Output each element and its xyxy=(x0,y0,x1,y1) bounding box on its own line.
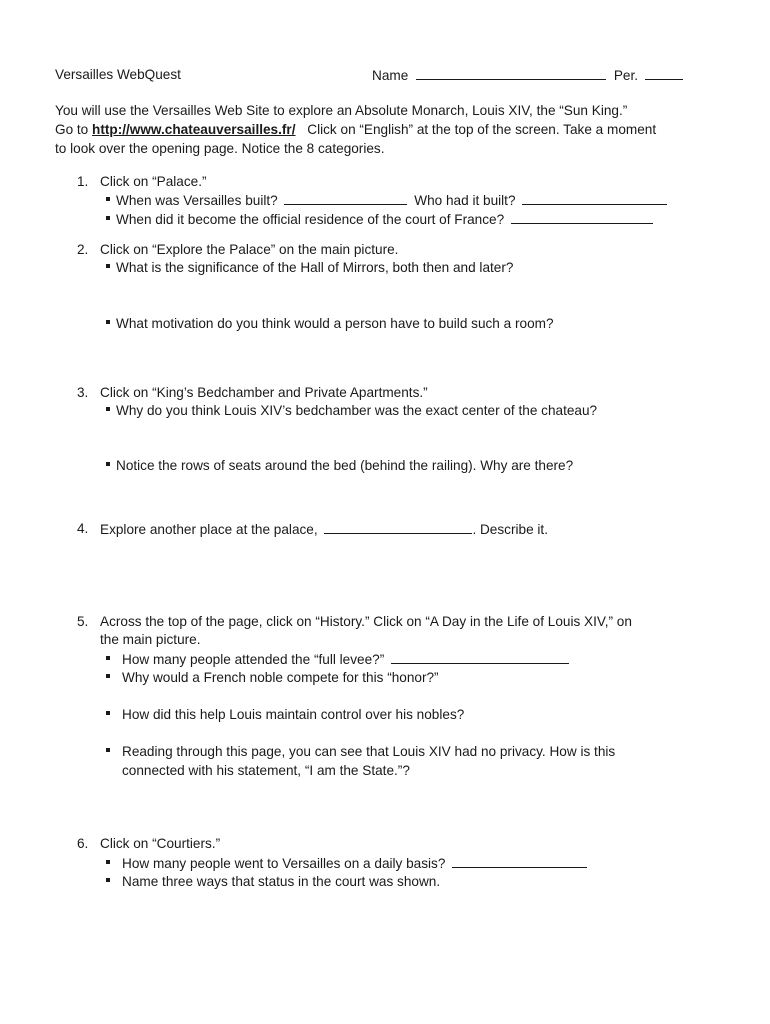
click-english-text: Click on “English” at the top of the screen. Take a moment xyxy=(307,122,657,137)
bullet-icon xyxy=(106,878,110,882)
q3-bullet-1 xyxy=(106,403,597,418)
q6-number: 6. xyxy=(77,836,89,851)
q5-bullet-4-cont: connected with his statement, “I am the State.”? xyxy=(122,763,410,778)
bullet-icon xyxy=(106,674,110,678)
q4-number: 4. xyxy=(77,521,89,536)
q4-prefix: Explore another place at the palace, xyxy=(100,522,318,537)
bullet-icon xyxy=(106,462,110,466)
daily-count-blank xyxy=(452,855,587,868)
q1-b1b: Who had it built? xyxy=(414,193,516,208)
q1-bullet-1 xyxy=(106,192,667,208)
q6-bullet-2 xyxy=(106,874,440,889)
q5-number: 5. xyxy=(77,614,89,629)
q2-bullet-2 xyxy=(106,316,554,331)
q3-b1-text: Why do you think Louis XIV’s bedchamber was the exact center of the chateau? xyxy=(116,403,598,418)
name-label: Name xyxy=(372,68,409,83)
q5-b3-text: How did this help Louis maintain control over his nobles? xyxy=(122,707,465,722)
intro-line-2 xyxy=(55,122,656,137)
worksheet-title xyxy=(55,67,181,82)
q4-text xyxy=(100,521,548,537)
bullet-icon xyxy=(106,711,110,715)
name-field xyxy=(372,67,683,83)
name-blank xyxy=(416,67,606,80)
built-date-blank xyxy=(284,192,407,205)
q2-number: 2. xyxy=(77,242,89,257)
go-to-text: Go to xyxy=(55,122,89,137)
q5-b2-text: Why would a French noble compete for this “honor?” xyxy=(122,670,439,685)
q2-bullet-1 xyxy=(106,260,513,275)
q6-b1-text: How many people went to Versailles on a daily basis? xyxy=(122,856,446,871)
q1-b2: When did it become the official residence of the court of France? xyxy=(116,212,505,227)
intro-line-3: to look over the opening page. Notice the 8 categories. xyxy=(55,141,385,156)
q6-bullet-1 xyxy=(106,855,587,871)
q3-title: Click on “King’s Bedchamber and Private Apartments.” xyxy=(100,385,428,400)
q5-bullet-2 xyxy=(106,670,439,685)
bullet-icon xyxy=(106,748,110,752)
q2-title: Click on “Explore the Palace” on the main picture. xyxy=(100,242,399,257)
intro-line-1: You will use the Versailles Web Site to explore an Absolute Monarch, Louis XIV, the “Sun King.” xyxy=(55,103,628,118)
q3-number: 3. xyxy=(77,385,89,400)
q6-title: Click on “Courtiers.” xyxy=(100,836,221,851)
q6-b2-text: Name three ways that status in the court was shown. xyxy=(122,874,441,889)
q2-b1-text: What is the significance of the Hall of Mirrors, both then and later? xyxy=(116,260,514,275)
q3-bullet-2 xyxy=(106,458,573,473)
q5-b4a-text: Reading through this page, you can see that Louis XIV had no privacy. How is this xyxy=(122,744,616,759)
q5-bullet-3 xyxy=(106,707,464,722)
q1-title: Click on “Palace.” xyxy=(100,174,207,189)
bullet-icon xyxy=(106,197,110,201)
q4-suffix: . Describe it. xyxy=(472,522,548,537)
residence-blank xyxy=(511,211,653,224)
bullet-icon xyxy=(106,216,110,220)
per-label: Per. xyxy=(613,68,639,83)
bullet-icon xyxy=(106,860,110,864)
bullet-icon xyxy=(106,656,110,660)
q1-bullet-2 xyxy=(106,211,653,227)
q5-line-1: Across the top of the page, click on “History.” Click on “A Day in the Life of Louis XIV,” on xyxy=(100,614,632,629)
q5-line-2: the main picture. xyxy=(100,632,201,647)
q2-b2-text: What motivation do you think would a person have to build such a room? xyxy=(116,316,554,331)
q1-b1a: When was Versailles built? xyxy=(116,193,278,208)
period-blank xyxy=(645,67,683,80)
versailles-link[interactable]: http://www.chateauversailles.fr/ xyxy=(92,122,296,137)
builder-blank xyxy=(522,192,667,205)
bullet-icon xyxy=(106,407,110,411)
place-blank xyxy=(324,521,472,534)
q5-bullet-4 xyxy=(106,744,615,759)
bullet-icon xyxy=(106,264,110,268)
q5-b1-text: How many people attended the “full levee?” xyxy=(122,652,385,667)
levee-count-blank xyxy=(391,651,569,664)
q1-number: 1. xyxy=(77,174,89,189)
q3-b2-text: Notice the rows of seats around the bed (behind the railing). Why are there? xyxy=(116,458,574,473)
q5-bullet-1 xyxy=(106,651,569,667)
title-text: Versailles WebQuest xyxy=(55,67,181,82)
bullet-icon xyxy=(106,320,110,324)
